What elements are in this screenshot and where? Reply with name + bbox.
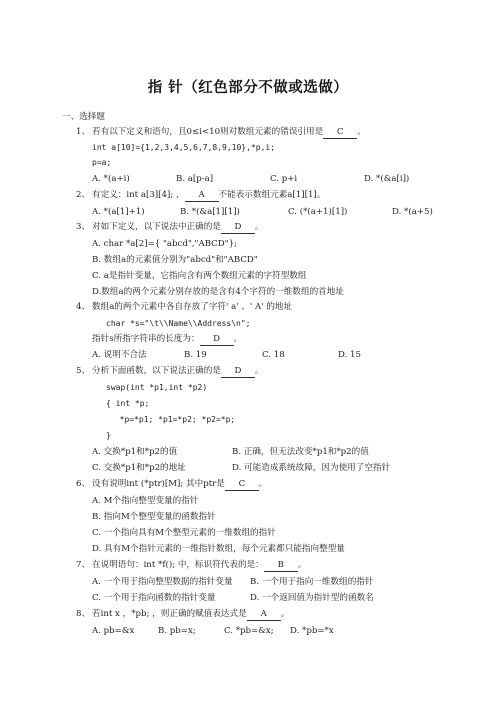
option-d: D. 具有M个指针元素的一维指针数组，每个元素都只能指向整型量: [92, 544, 345, 554]
option-a: A. 一个用于指向整型数据的指针变量: [92, 577, 233, 587]
option-b: B. 正确，但无法改变*p1和*p2的值: [232, 447, 369, 457]
question-7: [76, 560, 306, 572]
question-text: 若有以下定义和语句，且0≤i<10则对数组元素的错误引用是: [92, 127, 324, 137]
question-number: 7、: [76, 560, 91, 570]
question-text-end: 。: [254, 222, 264, 232]
option-d: D. *(a+5): [392, 207, 433, 217]
answer-blank: C: [323, 127, 357, 139]
question-3: [76, 222, 264, 234]
option-d: D. *pb=*x: [290, 626, 334, 636]
option-a: A. *(a[1]+1): [92, 207, 145, 217]
option-c: C. 一个指向具有M个整型元素的一维数组的指针: [92, 528, 276, 538]
option-a: A. pb=&x: [92, 626, 135, 636]
page-title: 指 针（红色部分不做或选做）: [147, 80, 349, 96]
option-b: B. *(&a[1][1]): [180, 207, 240, 217]
answer-blank: C: [225, 479, 259, 491]
question-text: 数组a的两个元素中各自存放了字符' a' 、' A' 的地址: [92, 302, 293, 312]
question-number: 6、: [76, 479, 91, 489]
question-text-end: 。: [233, 334, 243, 344]
code-line: char *s="\t\\Name\\Address\n";: [106, 319, 251, 328]
code-line: int a[10]={1,2,3,4,5,6,7,8,9,10},*p,i;: [92, 143, 276, 152]
question-number: 5、: [76, 366, 91, 376]
option-a: A. *(a+i): [92, 174, 130, 184]
option-b: B. 指向M个整型变量的函数指针: [92, 512, 216, 522]
question-6: [76, 479, 268, 491]
option-c: C. (*(a+1)[1]): [288, 207, 348, 217]
option-b: B. 一个用于指向一维数组的指针: [250, 577, 374, 587]
question-number: 4、: [76, 302, 91, 312]
option-d: D. 可能造成系统故障，因为使用了空指针: [232, 463, 391, 473]
option-a: A. 说明不合法: [92, 350, 147, 360]
option-c: C. *pb=&x;: [224, 626, 274, 636]
option-b: B. a[p-a]: [176, 174, 214, 184]
answer-blank: A: [185, 190, 219, 202]
option-b: B. 19: [184, 350, 207, 360]
option-c: C. 18: [262, 350, 285, 360]
question-5: [76, 366, 264, 378]
question-text-end: 。: [357, 127, 366, 137]
option-c: C. 交换*p1和*p2的地址: [92, 463, 186, 473]
code-line: p=a;: [92, 158, 112, 167]
question-text-end: 不能表示数组元素a[1][1]。: [218, 190, 326, 200]
question-number: 2、: [76, 190, 91, 200]
code-line: swap(int *p1,int *p2): [106, 383, 208, 392]
answer-blank: D: [221, 366, 255, 378]
question-text-end: 。: [258, 479, 268, 489]
question-text: 若int x ，*pb; ，则正确的赋值表达式是: [92, 609, 247, 619]
question-text-end: 。: [254, 366, 264, 376]
question-text: 在说明语句：int *f(); 中，标识符代表的是：: [92, 560, 264, 570]
answer-blank: A: [247, 609, 281, 621]
option-b: B. 数组a的元素值分别为"abcd"和"ABCD": [92, 255, 258, 265]
code-line: *p=*p1; *p1=*p2; *p2=*p;: [110, 415, 236, 424]
question-2: [76, 190, 325, 202]
question-4: [76, 302, 292, 313]
question-text: 对如下定义，以下说法中正确的是: [92, 222, 221, 232]
option-c: C. 一个用于指向函数的指针变量: [92, 593, 216, 603]
question-text-end: 。: [297, 560, 307, 570]
code-line: { int *p;: [106, 399, 150, 408]
option-d: D.数组a的两个元素分别存放的是含有4个字符的一维数组的首地址: [92, 287, 344, 297]
question-number: 3、: [76, 222, 91, 232]
question-4-line-2: [92, 334, 242, 346]
question-1: [76, 127, 366, 139]
option-d: D. 15: [338, 350, 361, 360]
question-text: 有定义：int a[3][4]; ，: [92, 190, 185, 200]
question-text: 设有说明int (*ptr)[M]; 其中ptr是: [92, 479, 225, 489]
option-c: C. a是指针变量，它指向含有两个数组元素的字符型数组: [92, 271, 307, 281]
question-text-end: 。: [280, 609, 290, 619]
question-8: [76, 609, 289, 621]
option-b: B. pb=x;: [158, 626, 196, 636]
option-d: D. *(&a[i]): [364, 174, 410, 184]
answer-blank: D: [200, 334, 234, 346]
answer-blank: D: [221, 222, 255, 234]
option-a: A. 交换*p1和*p2的值: [92, 447, 178, 457]
code-line: }: [106, 431, 111, 440]
question-text: 分析下面函数，以下说法正确的是: [92, 366, 221, 376]
answer-blank: B: [264, 560, 298, 572]
question-text: 指针s所指字符串的长度为：: [92, 334, 200, 344]
question-number: 1、: [76, 127, 91, 137]
option-d: D. 一个返回值为指针型的函数名: [250, 593, 374, 603]
option-a: A. M个指向整型变量的指针: [92, 496, 199, 506]
option-c: C. p+i: [270, 174, 298, 184]
question-number: 8、: [76, 609, 91, 619]
section-heading: 一、选择题: [62, 112, 105, 122]
option-a: A. char *a[2]={ "abcd","ABCD"};: [92, 239, 237, 249]
